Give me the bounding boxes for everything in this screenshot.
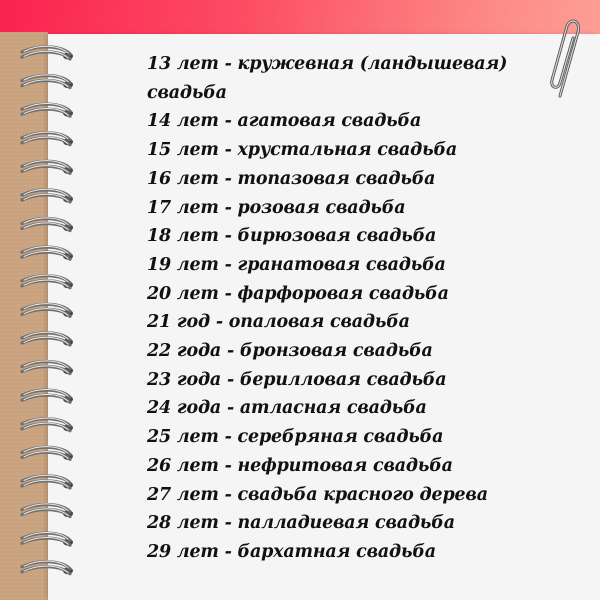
- anniversary-item: 28 лет - палладиевая свадьба: [147, 513, 455, 534]
- binding-ring: [22, 75, 73, 88]
- binding-ring: [22, 389, 73, 402]
- binding-ring: [22, 361, 73, 374]
- anniversary-item: 19 лет - гранатовая свадьба: [147, 254, 446, 275]
- binding-ring: [22, 246, 73, 259]
- paperclip-icon: [540, 12, 590, 102]
- anniversary-item: свадьба: [147, 82, 227, 103]
- anniversary-item: 22 года - бронзовая свадьба: [147, 341, 433, 362]
- anniversary-item: 14 лет - агатовая свадьба: [147, 111, 422, 132]
- binding-ring: [22, 275, 73, 288]
- binding-ring: [22, 304, 73, 317]
- binding-ring: [22, 332, 73, 345]
- binding-ring: [22, 189, 73, 202]
- binding-ring: [22, 418, 73, 431]
- anniversary-item: 24 года - атласная свадьба: [147, 398, 427, 419]
- anniversary-item: 15 лет - хрустальная свадьба: [147, 140, 458, 161]
- anniversary-item: 17 лет - розовая свадьба: [147, 197, 406, 218]
- binding-ring: [22, 561, 73, 574]
- binding-ring: [22, 504, 73, 517]
- anniversary-item: 20 лет - фарфоровая свадьба: [147, 283, 449, 304]
- spiral-binding: [0, 0, 80, 600]
- binding-ring: [22, 475, 73, 488]
- anniversary-list: [147, 50, 547, 567]
- anniversary-item: 21 год - опаловая свадьба: [147, 312, 410, 333]
- anniversary-item: 26 лет - нефритовая свадьба: [147, 455, 453, 476]
- anniversary-item: 29 лет - бархатная свадьба: [147, 541, 436, 562]
- binding-ring: [22, 161, 73, 174]
- anniversary-item: 25 лет - серебряная свадьба: [147, 427, 444, 448]
- binding-ring: [22, 46, 73, 59]
- binding-ring: [22, 132, 73, 145]
- binding-ring: [22, 447, 73, 460]
- anniversary-item: 16 лет - топазовая свадьба: [147, 168, 436, 189]
- anniversary-item: 18 лет - бирюзовая свадьба: [147, 226, 437, 247]
- anniversary-item: 27 лет - свадьба красного дерева: [147, 484, 488, 505]
- binding-ring: [22, 218, 73, 231]
- binding-ring: [22, 532, 73, 545]
- binding-ring: [22, 103, 73, 116]
- anniversary-item: 13 лет - кружевная (ландышевая): [147, 54, 508, 74]
- anniversary-item: 23 года - берилловая свадьба: [147, 369, 447, 390]
